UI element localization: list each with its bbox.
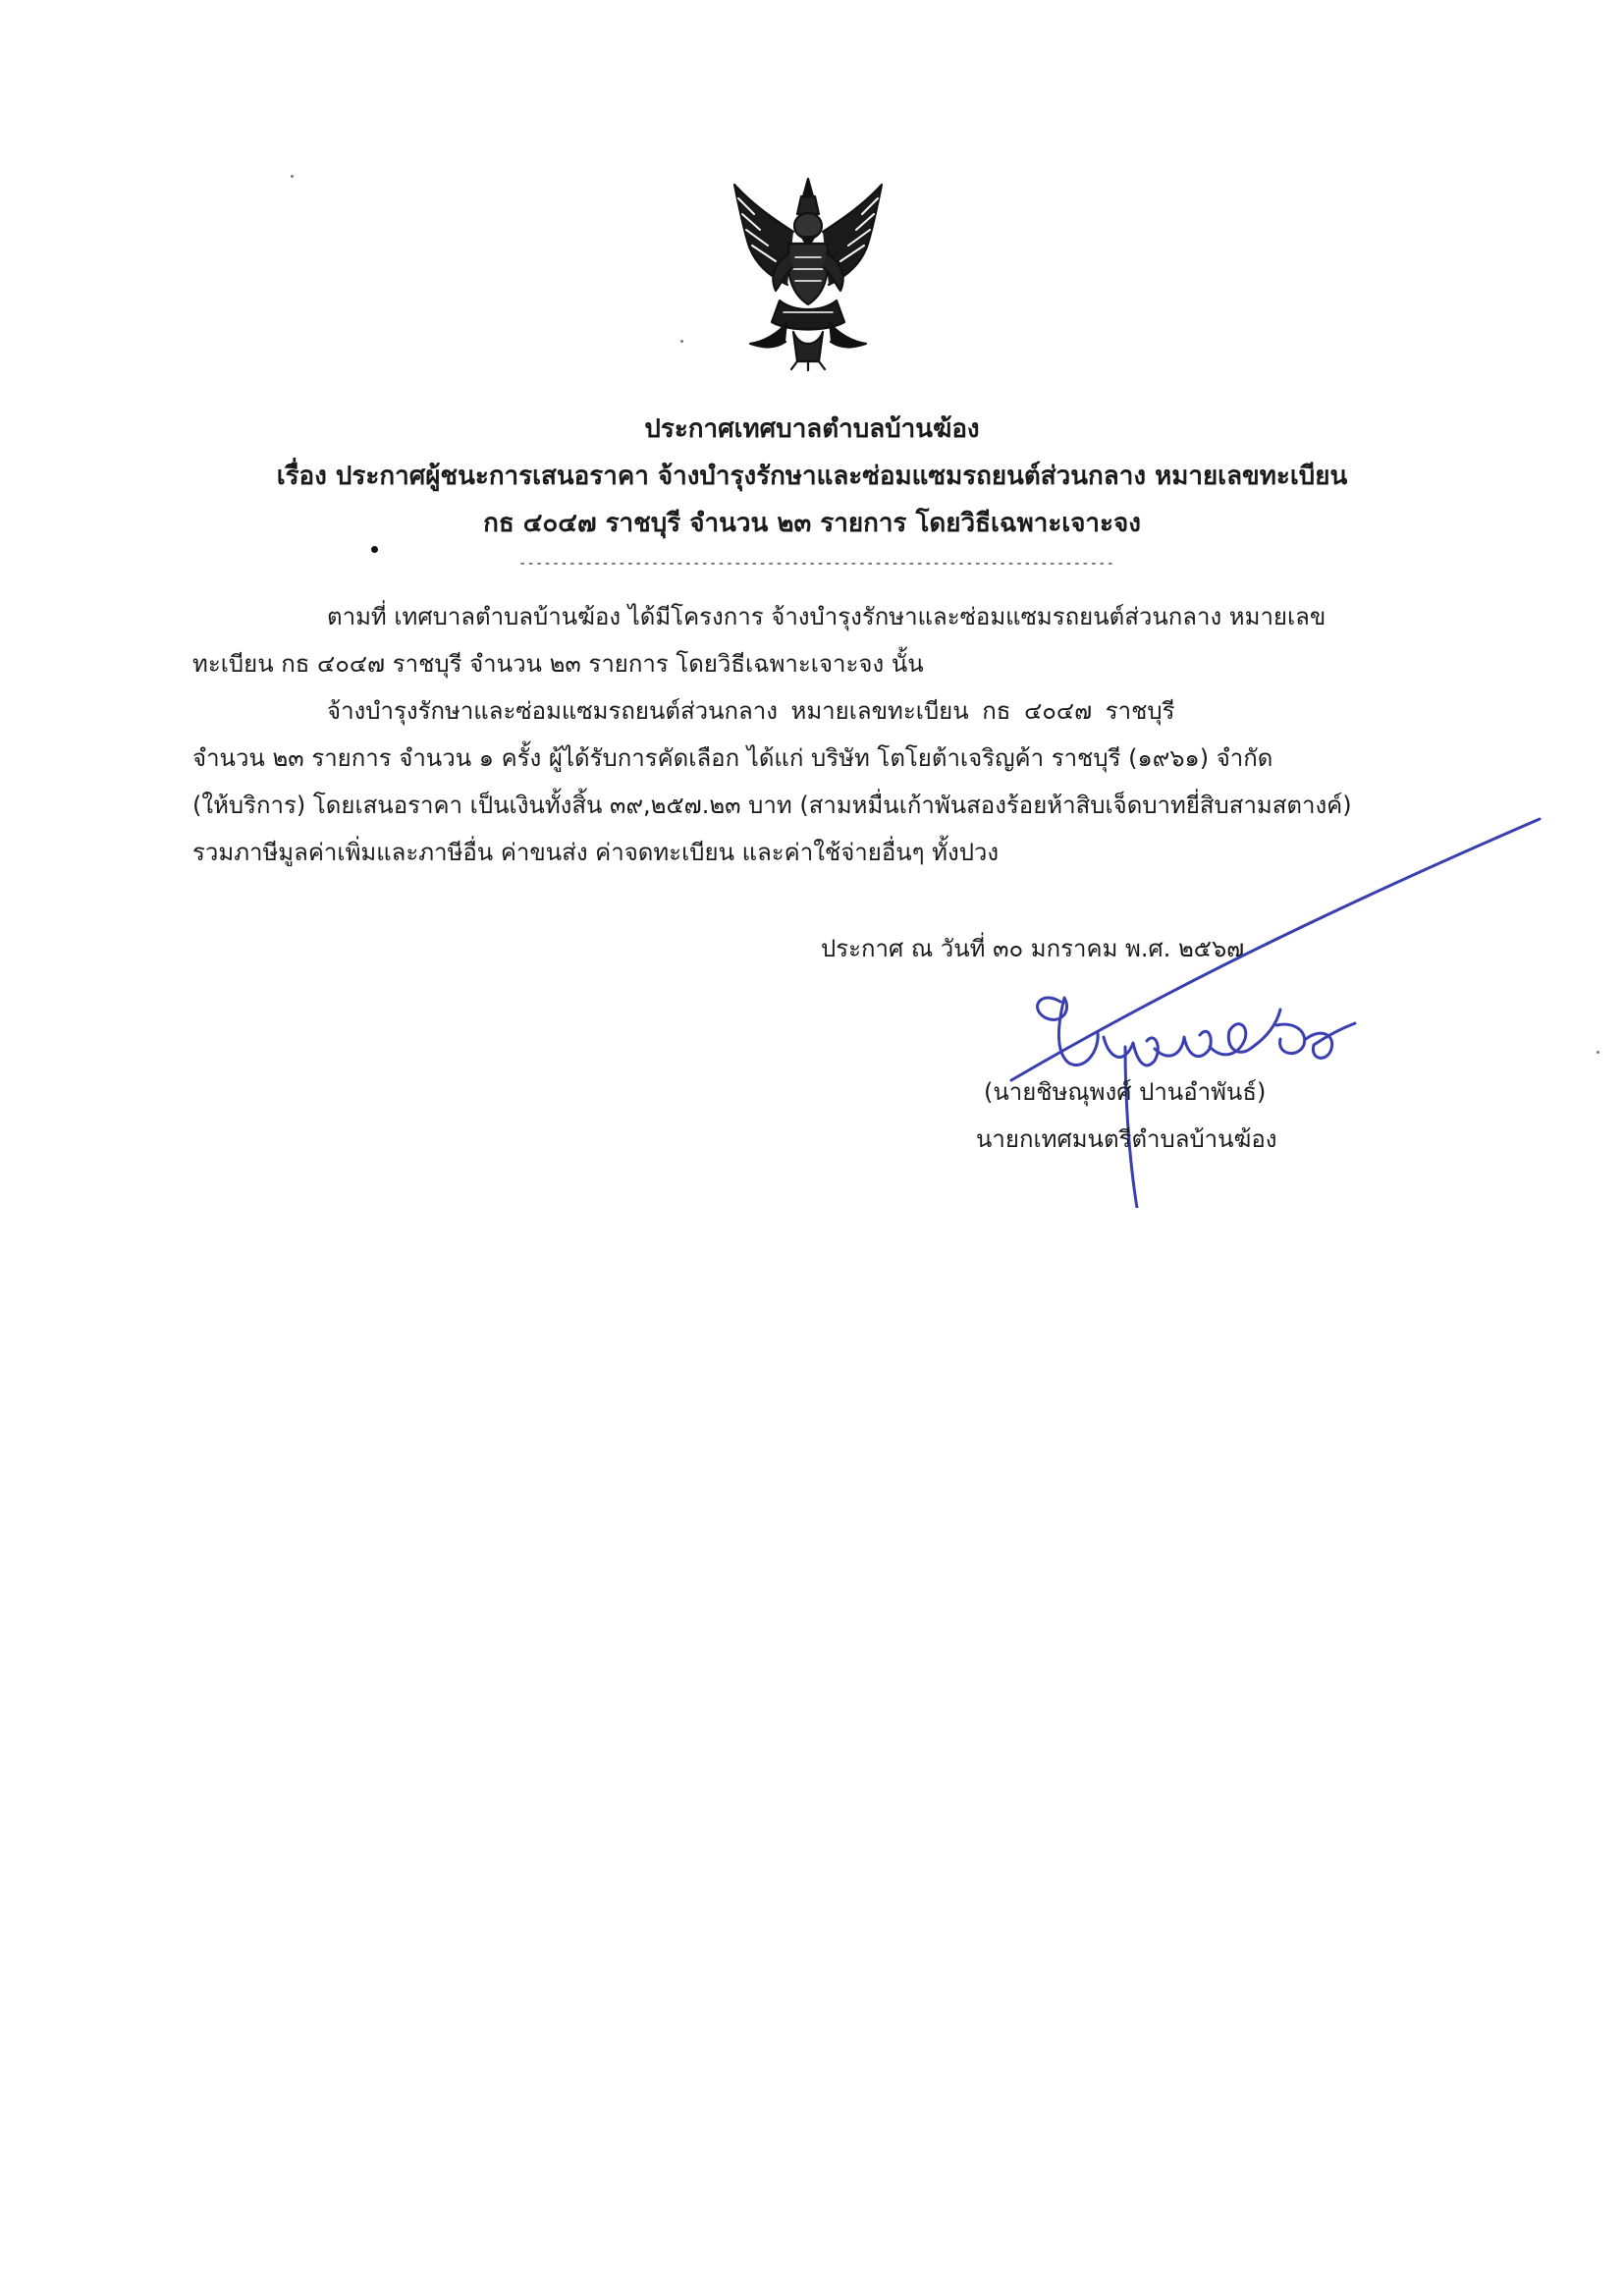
signer-title: นายกเทศมนตรีตำบลบ้านฆ้อง [976,1125,1277,1153]
paragraph-1-line-2: ทะเบียน กธ ๔๐๔๗ ราชบุรี จำนวน ๒๓ รายการ โดยวิธีเฉพาะเจาะจง นั้น [192,650,924,678]
paragraph-2-line-3: (ให้บริการ) โดยเสนอราคา เป็นเงินทั้งสิ้น ๓๙,๒๕๗.๒๓ บาท (สามหมื่นเก้าพันสองร้อยห้าสิบเจ็ดบาทยี่สิบสามสตางค์) [192,792,1352,819]
announce-date: ประกาศ ณ วันที่ ๓๐ มกราคม พ.ศ. ๒๕๖๗ [821,935,1245,962]
scan-speck [1597,1051,1599,1054]
paragraph-2-line-4: รวมภาษีมูลค่าเพิ่มและภาษีอื่น ค่าขนส่ง ค่าจดทะเบียน และค่าใช้จ่ายอื่นๆ ทั้งปวง [192,839,1000,866]
scan-speck [291,175,294,178]
announcement-subject-cont: กธ ๔๐๔๗ ราชบุรี จำนวน ๒๓ รายการ โดยวิธีเฉพาะเจาะจง [483,509,1141,538]
paragraph-1-line-1: ตามที่ เทศบาลตำบลบ้านฆ้อง ได้มีโครงการ จ้างบำรุงรักษาและซ่อมแซมรถยนต์ส่วนกลาง หมายเลข [327,603,1326,630]
signer-name: (นายชิษณุพงศ์ ปานอำพันธ์) [984,1078,1267,1106]
paragraph-2-line-2: จำนวน ๒๓ รายการ จำนวน ๑ ครั้ง ผู้ได้รับการคัดเลือก ได้แก่ บริษัท โตโยต้าเจริญค้า ราชบุรี (๑๙๖๑) จำกัด [192,744,1273,772]
separator-line: ------------------------------------------------------------------------ [518,556,1114,572]
announcement-title: ประกาศเทศบาลตำบลบ้านฆ้อง [644,414,980,444]
garuda-emblem-icon [725,175,892,371]
paragraph-2-line-1: จ้างบำรุงรักษาและซ่อมแซมรถยนต์ส่วนกลาง หมายเลขทะเบียน กธ ๔๐๔๗ ราชบุรี [327,697,1175,725]
stray-mark [371,546,378,553]
scan-speck [680,340,683,343]
announcement-subject: เรื่อง ประกาศผู้ชนะการเสนอราคา จ้างบำรุงรักษาและซ่อมแซมรถยนต์ส่วนกลาง หมายเลขทะเบียน [276,462,1348,491]
